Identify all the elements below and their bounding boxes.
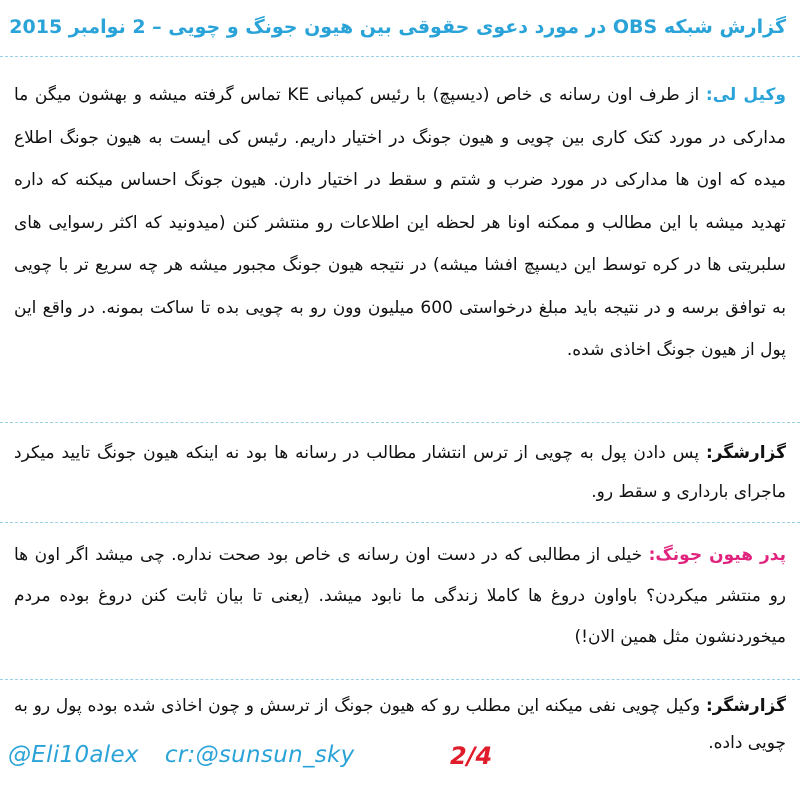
paragraph-text: وکیل چویی نفی میکنه این مطلب رو که هیون جونگ از ترسش و چون اخاذی شده بوده پول رو به چویی داده. (14, 696, 786, 753)
translator-handle: @Eli10alex (8, 742, 139, 768)
page-title: گزارش شبکه OBS در مورد دعوی حقوقی بین هیون جونگ و چویی – 2 نوامبر 2015 (9, 16, 786, 38)
paragraph-father (14, 535, 786, 658)
speaker-label: وکیل لی: (705, 85, 786, 105)
divider (0, 56, 800, 57)
speaker-label: گزارشگر: (705, 696, 786, 716)
page-number: 2/4 (450, 742, 493, 770)
speaker-label: پدر هیون جونگ: (648, 545, 786, 565)
paragraph-text: خیلی از مطالبی که در دست اون رسانه ی خاص بود صحت نداره. چی میشد اگر اون ها رو منتشر میکردن؟ باواون دروغ ها کاملا زندگی ما نابود میشد. (یعنی تا بیان ثابت کنن دروغ بوده مردم میخوردنشون مثل همین الان!) (14, 545, 786, 647)
paragraph-lawyer-lee (14, 74, 786, 372)
source-credit: cr:@sunsun_sky (164, 742, 355, 768)
paragraph-reporter-1 (14, 434, 786, 512)
footer-credits (8, 742, 355, 768)
divider (0, 422, 800, 423)
divider (0, 522, 800, 523)
speaker-label: گزارشگر: (705, 443, 786, 463)
divider (0, 679, 800, 680)
paragraph-text: پس دادن پول به چویی از ترس انتشار مطالب در رسانه ها بود نه اینکه هیون جونگ تایید میکرد ماجرای بارداری و سقط رو. (14, 443, 786, 502)
paragraph-text: از طرف اون رسانه ی خاص (دیسپچ) با رئیس کمپانی KE تماس گرفته میشه و بهشون میگن ما مدارکی در مورد کتک کاری بین چویی و هیون جونگ در اختیار داریم. رئیس کی ایست به هیون جونگ اطلاع میده که اون ها مدارکی در مورد ضرب و شتم و سقط در اختیار دارن. هیون جونگ احساس میکنه که داره تهدید میشه با این مطالب و ممکنه اونا هر لحظه این اطلاعات رو منتشر کنن (میدونید که اکثر رسوایی های سلبریتی ها در کره توسط این دیسپچ افشا میشه) در نتیجه هیون جونگ مجبور میشه هر چه سریع تر با چویی به توافق برسه و در نتیجه باید مبلغ درخواستی 600 میلیون وون رو به چویی بده تا ساکت بمونه. در واقع این پول از هیون جونگ اخاذی شده. (14, 85, 786, 360)
